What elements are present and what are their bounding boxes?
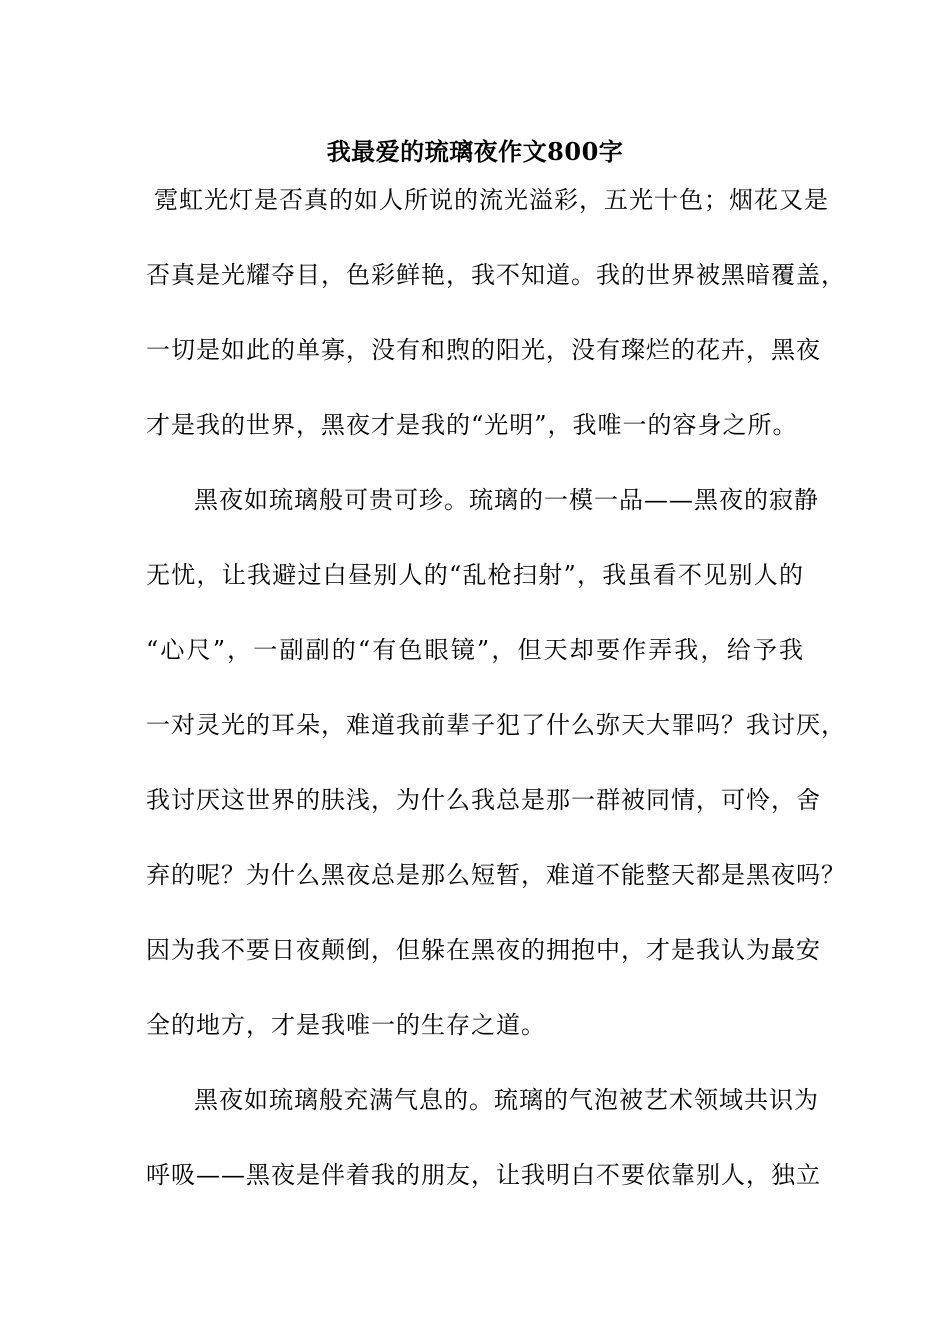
paragraph-line: “心尺”，一副副的“有色眼镜”，但天却要作弄我，给予我 (146, 636, 804, 664)
paragraph-line: 弃的呢？为什么黑夜总是那么短暂，难道不能整天都是黑夜吗？ (146, 861, 846, 889)
paragraph-line: 一切是如此的单寡，没有和煦的阳光，没有璨烂的花卉，黑夜 (146, 336, 821, 364)
paragraph-line: 否真是光耀夺目，色彩鲜艳，我不知道。我的世界被黑暗覆盖， (146, 261, 846, 289)
paragraph-line: 全的地方，才是我唯一的生存之道。 (146, 1011, 546, 1039)
paragraph-line: 无忧，让我避过白昼别人的“乱枪扫射”，我虽看不见别人的 (146, 561, 804, 589)
paragraph-line: 霓虹光灯是否真的如人所说的流光溢彩，五光十色；烟花又是 (154, 186, 829, 214)
paragraph-line: 我讨厌这世界的肤浅，为什么我总是那一群被同情，可怜，舍 (146, 786, 821, 814)
paragraph-line: 黑夜如琉璃般充满气息的。琉璃的气泡被艺术领域共识为 (194, 1086, 819, 1114)
paragraph-line: 才是我的世界，黑夜才是我的“光明”，我唯一的容身之所。 (146, 411, 798, 439)
paragraph-line: 呼吸——黑夜是伴着我的朋友，让我明白不要依靠别人，独立 (146, 1161, 821, 1189)
document-title: 我最爱的琉璃夜作文800字 (326, 137, 624, 166)
paragraph-line: 黑夜如琉璃般可贵可珍。琉璃的一模一品——黑夜的寂静 (194, 486, 819, 514)
paragraph-line: 因为我不要日夜颠倒，但躲在黑夜的拥抱中，才是我认为最安 (146, 936, 821, 964)
paragraph-line: 一对灵光的耳朵，难道我前辈子犯了什么弥天大罪吗？我讨厌， (146, 711, 846, 739)
